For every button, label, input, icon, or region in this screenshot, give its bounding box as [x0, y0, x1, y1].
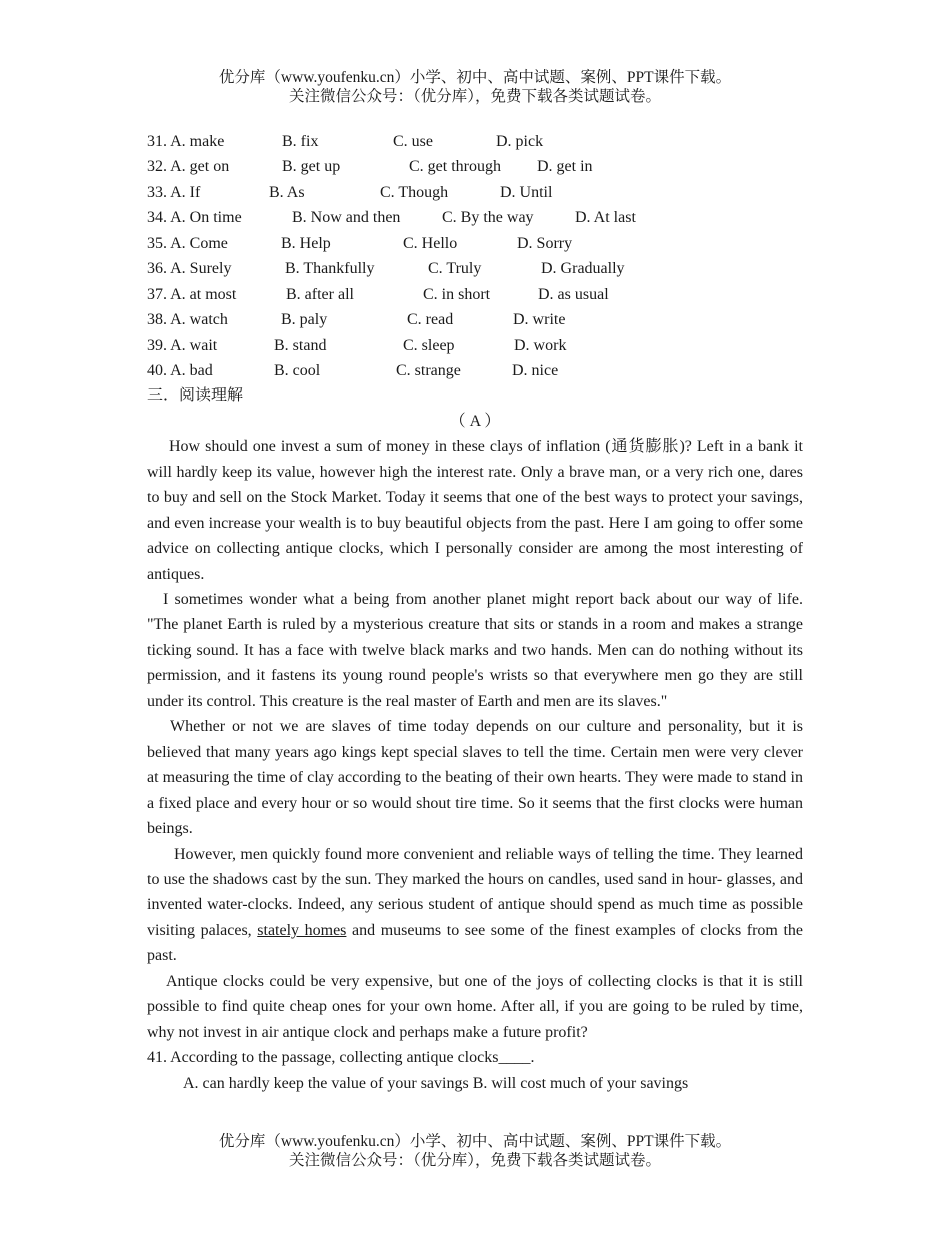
section-title: 三．阅读理解: [147, 387, 244, 405]
option-a: 36. A. Surely: [147, 260, 232, 278]
option-b: B. stand: [274, 336, 327, 354]
footer-line-1: 优分库（www.youfenku.cn）小学、初中、高中试题、案例、PPT课件下载。: [218, 1133, 732, 1150]
option-d: D. At last: [575, 209, 636, 227]
option-c: C. By the way: [442, 209, 534, 227]
cloze-options: [147, 129, 803, 383]
option-c: C. sleep: [403, 336, 455, 354]
option-row-36: [147, 256, 803, 281]
paragraph-4-text-before: However, men quickly found more convenient and reliable ways of telling the time. They learned to use the shadows cast by the sun. They marked the hours on candles, used sand in hour- glasses, and invented water-clocks. Indeed, any serious student of antique should spend as much time as possible visiting palaces,: [147, 845, 803, 939]
option-row-33: [147, 180, 803, 205]
option-row-39: [147, 333, 803, 358]
paragraph-2: [147, 587, 803, 714]
passage-label: （ A ）: [449, 412, 501, 430]
option-b: B. fix: [282, 133, 319, 150]
option-b: B. Thankfully: [285, 260, 375, 278]
option-a: 34. A. On time: [147, 209, 242, 227]
option-d: D. Until: [500, 183, 553, 201]
paragraph-4-text-after: and museums to see some of the finest examples of clocks from the past.: [147, 921, 804, 965]
option-b: B. cool: [274, 361, 321, 379]
option-row-35: [147, 231, 803, 256]
option-d: D. Sorry: [517, 234, 573, 252]
option-b: B. As: [269, 183, 305, 201]
page-footer: [0, 1132, 950, 1170]
option-d: D. write: [513, 311, 566, 329]
question-41-options: A. can hardly keep the value of your savings B. will cost much of your savings: [183, 1074, 689, 1092]
paragraph-2-text: I sometimes wonder what a being from another planet might report back about our way of life. "The planet Earth is ruled by a mysterious creature that sits or stands in a room and makes a strange ticking sound. It has a face with twelve black marks and two hands. Men can do nothing without its permission, and it fastens its young round people's wrists so that everywhere men go they are still under its control. This creature is the real master of Earth and men are its slaves.": [147, 590, 803, 710]
option-a: 37. A. at most: [147, 285, 237, 303]
option-c: C. read: [407, 311, 454, 329]
question-41: 41. According to the passage, collecting antique clocks____.: [147, 1049, 535, 1067]
option-b: B. get up: [282, 158, 341, 176]
option-b: B. after all: [286, 285, 354, 303]
option-d: D. nice: [512, 361, 559, 379]
header-line-2: 关注微信公众号：（优分库），免费下载各类试题试卷。: [288, 88, 661, 105]
underlined-phrase: stately homes: [257, 921, 347, 939]
option-c: C. in short: [423, 285, 491, 303]
paragraph-5-text: Antique clocks could be very expensive, but one of the joys of collecting clocks is that it is still possible to find quite cheap ones for your own home. After all, if you are going to be ruled by time, why not invest in air antique clock and perhaps make a future profit?: [147, 972, 803, 1041]
option-c: C. use: [393, 133, 433, 150]
paragraph-5: [147, 969, 803, 1045]
page-header: [0, 68, 950, 106]
option-b: B. paly: [281, 311, 328, 329]
option-c: C. strange: [396, 361, 461, 379]
option-a: 33. A. If: [147, 183, 201, 201]
option-a: 38. A. watch: [147, 311, 228, 329]
option-a: 39. A. wait: [147, 336, 218, 354]
option-row-34: [147, 205, 803, 230]
option-b: B. Now and then: [292, 209, 401, 227]
option-c: C. Though: [380, 183, 449, 201]
option-row-32: [147, 154, 803, 179]
option-row-40: [147, 358, 803, 383]
option-c: C. get through: [409, 158, 501, 176]
option-c: C. Truly: [428, 260, 482, 278]
option-d: D. work: [514, 336, 567, 354]
paragraph-1: [147, 434, 803, 587]
option-d: D. get in: [537, 158, 593, 176]
option-a: 40. A. bad: [147, 361, 213, 379]
option-a: 35. A. Come: [147, 234, 228, 252]
footer-line-2: 关注微信公众号：（优分库），免费下载各类试题试卷。: [288, 1152, 661, 1169]
option-row-38: [147, 307, 803, 332]
option-row-37: [147, 282, 803, 307]
option-a: 32. A. get on: [147, 158, 230, 176]
paragraph-4: [147, 842, 803, 969]
option-b: B. Help: [281, 234, 331, 252]
paragraph-3-text: Whether or not we are slaves of time today depends on our culture and personality, but it is believed that many years ago kings kept special slaves to tell the time. Certain men were very clever at measuring the time of clay according to the beating of their own hearts. They were made to stand in a fixed place and every hour or so would shout tire time. So it seems that the first clocks were human beings.: [147, 718, 803, 838]
header-line-1: 优分库（www.youfenku.cn）小学、初中、高中试题、案例、PPT课件下载。: [218, 69, 732, 86]
option-d: D. pick: [496, 133, 544, 150]
document-body: [147, 129, 803, 1096]
option-row-31: [147, 129, 803, 154]
option-d: D. Gradually: [541, 260, 625, 278]
paragraph-1-text: How should one invest a sum of money in these clays of inflation (通货膨胀)? Left in a bank it will hardly keep its value, however high the interest rate. Only a brave man, or a very rich one, dares to buy and sell on the Stock Market. Today it seems that one of the best ways to protect your savings, and even increase your wealth is to buy beautiful objects from the past. Here I am going to offer some advice on collecting antique clocks, which I personally consider are among the most interesting of antiques.: [147, 438, 803, 583]
option-c: C. Hello: [403, 234, 458, 252]
paragraph-3: [147, 714, 803, 841]
option-d: D. as usual: [538, 285, 609, 303]
option-a: 31. A. make: [147, 133, 225, 150]
